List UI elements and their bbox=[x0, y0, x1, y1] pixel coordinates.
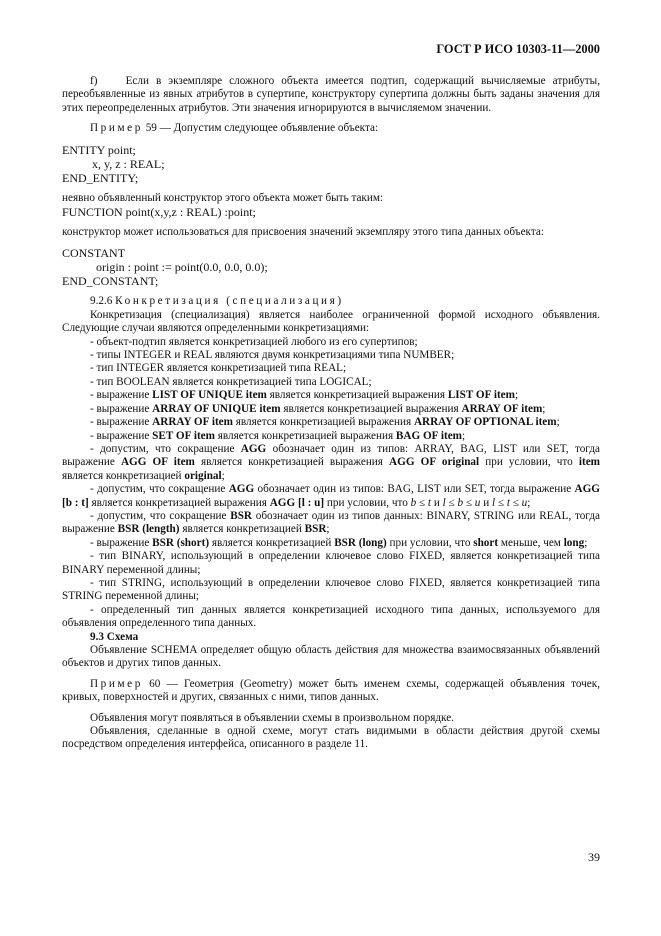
list-item: - допустим, что сокращение BSR обозначает один из типов данных: BINARY, STRING или REAL, тогда выражение BSR (length) является конкретизацией BSR; bbox=[62, 509, 600, 536]
list-item: - определенный тип данных является конкретизацией исходного типа данных, используемого для объявления определенного типа данных. bbox=[62, 603, 600, 630]
list-item: - допустим, что сокращение AGG обозначает один из типов: BAG, LIST или SET, тогда выражение AGG [b : t] является конкретизацией выражения AGG [l : u] при условии, что b ≤ t и l ≤ b ≤ u и l ≤ t ≤ u; bbox=[62, 483, 600, 509]
implicit-ctor-text: неявно объявленный конструктор этого объекта может быть таким: bbox=[62, 191, 384, 204]
list-item: - выражение LIST OF UNIQUE item является конкретизацией выражения LIST OF item; bbox=[90, 389, 519, 402]
paragraph-f: f) Если в экземпляре сложного объекта имеется подтип, содержащий вычисляемые атрибуты, переобъявленные из явных атрибутов в супертипе, конструктору супертипа должны быть заданы значения для этих переопределенных атрибутов. Эти значения игнорируются в вычисляемом значении. bbox=[62, 75, 600, 114]
list-item: - тип INTEGER является конкретизацией типа REAL; bbox=[90, 362, 347, 375]
list-item: - выражение ARRAY OF item является конкретизацией выражения ARRAY OF OPTIONAL item; bbox=[90, 416, 560, 429]
list-item: - выражение ARRAY OF UNIQUE item является конкретизацией выражения ARRAY OF item; bbox=[90, 402, 546, 415]
section-9-3-heading: 9.3 Схема bbox=[90, 630, 139, 643]
page-number: 39 bbox=[588, 850, 600, 864]
list-item: - выражение BSR (short) является конкретизацией BSR (long) при условии, что short меньше, чем long; bbox=[90, 536, 588, 549]
list-item: - выражение SET OF item является конкретизацией выражения BAG OF item; bbox=[90, 429, 466, 442]
list-item: - допустим, что сокращение AGG обозначает один из типов: ARRAY, BAG, LIST или SET, тогда выражение AGG OF item является конкретизацией выражения AGG OF original при условии, что item является конкретизацией original; bbox=[62, 442, 600, 482]
code-block-entity: ENTITY point; x, y, z : REAL; END_ENTITY; bbox=[62, 142, 165, 185]
function-line: FUNCTION point(x,y,z : REAL) :point; bbox=[62, 205, 256, 220]
example-label: Пример bbox=[90, 122, 143, 135]
example-60: Пример 60 — Геометрия (Geometry) может быть именем схемы, содержащей объявления точек, кривых, поверхностей и других, связанных с ними, типов данных. bbox=[62, 677, 600, 704]
schema-intro: Объявление SCHEMA определяет общую область действия для множества взаимосвязанных объявлений объектов и других типов данных. bbox=[62, 644, 600, 670]
schema-order-text: Объявления могут появляться в объявлении схемы в произвольном порядке. bbox=[90, 711, 454, 724]
list-item: - тип BOOLEAN является конкретизацией типа LOGICAL; bbox=[90, 375, 372, 388]
example-label: Пример bbox=[90, 677, 143, 690]
list-item: - тип STRING, использующий в определении ключевое слово FIXED, является конкретизацией типа STRING переменной длины; bbox=[62, 576, 600, 603]
example-59: Пример 59 — Допустим следующее объявление объекта: bbox=[90, 122, 379, 135]
document-header: ГОСТ Р ИСО 10303-11—2000 bbox=[436, 42, 600, 56]
list-item: - типы INTEGER и REAL являются двумя конкретизациями типа NUMBER; bbox=[90, 349, 455, 362]
list-item: - тип BINARY, использующий в определении ключевое слово FIXED, является конкретизацией типа BINARY переменной длины; bbox=[62, 550, 600, 576]
specialization-intro: Конкретизация (специализация) является наиболее ограниченной формой исходного объявления. Следующие случаи являются определенными конкретизациями: bbox=[62, 308, 600, 335]
schema-visibility-text: Объявления, сделанные в одной схеме, могут стать видимыми в области действия другой схемы посредством определения интерфейса, описанного в разделе 11. bbox=[62, 725, 600, 751]
ctor-use-text: конструктор может использоваться для присвоения значений экземпляру этого типа данных объекта: bbox=[62, 226, 544, 239]
page-body bbox=[62, 40, 600, 752]
list-item: - объект-подтип является конкретизацией любого из его супертипов; bbox=[90, 335, 418, 348]
section-9-2-6-heading: 9.2.6 Конкретизация (специализация) bbox=[90, 295, 344, 308]
code-block-constant: CONSTANT origin : point := point(0.0, 0.0, 0.0); END_CONSTANT; bbox=[62, 246, 268, 289]
